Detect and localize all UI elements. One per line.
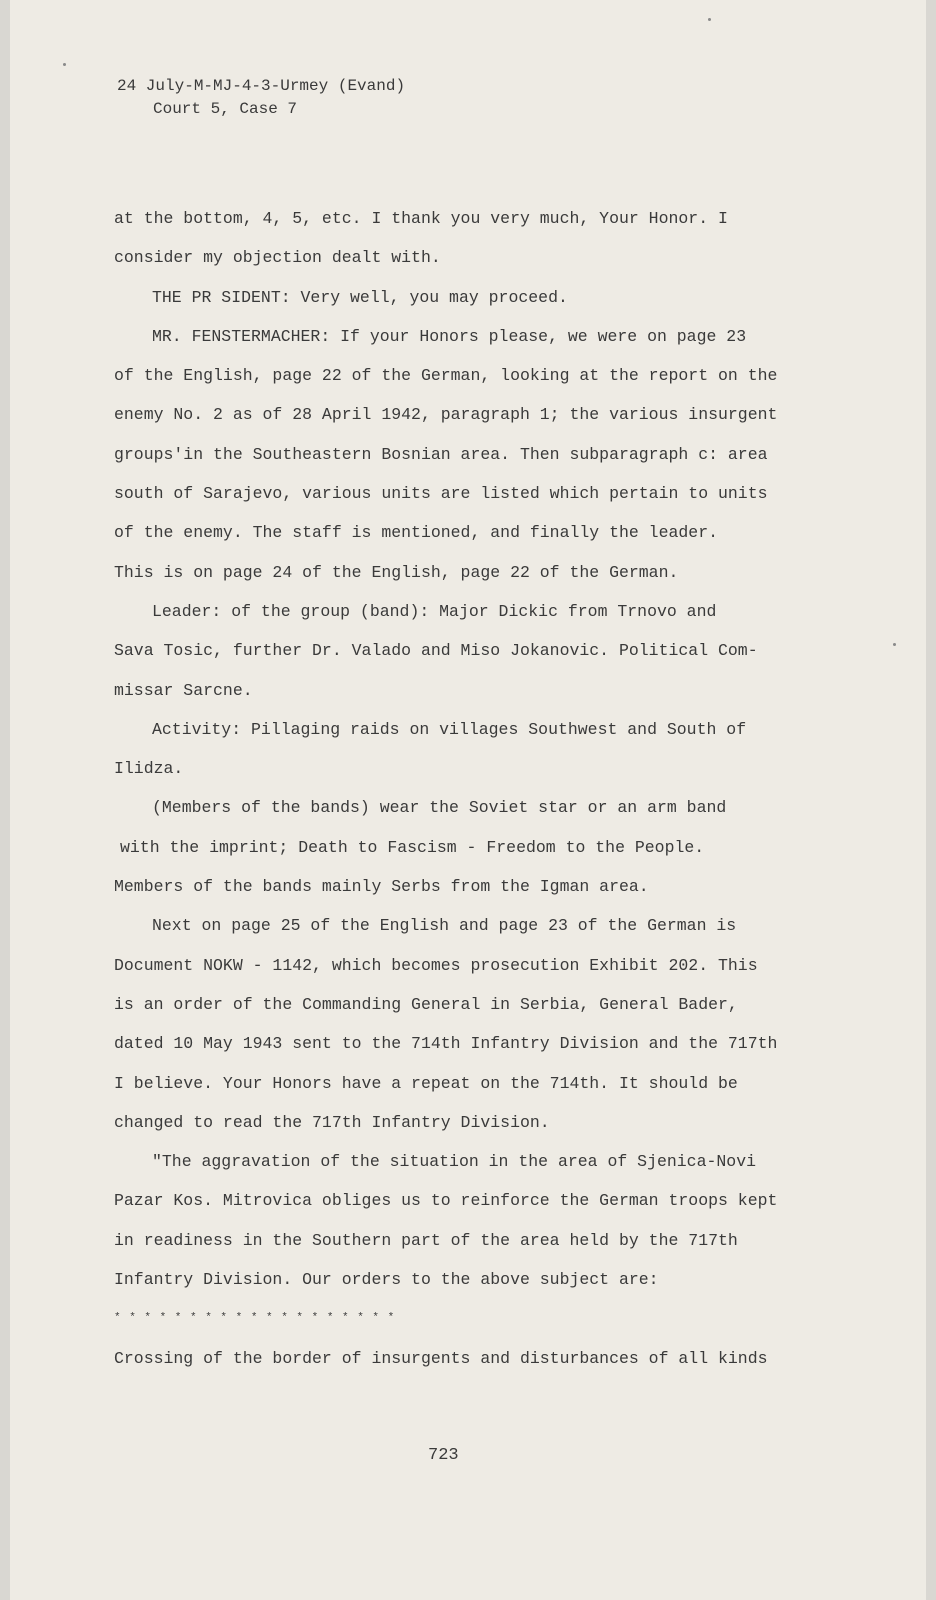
text-line: "The aggravation of the situation in the area of Sjenica-Novi: [152, 1152, 756, 1172]
text-line: MR. FENSTERMACHER: If your Honors please, we were on page 23: [152, 326, 747, 346]
text-line: of the English, page 22 of the German, looking at the report on the: [114, 366, 778, 386]
text-line: at the bottom, 4, 5, etc. I thank you very much, Your Honor. I: [114, 209, 728, 228]
text-line: Leader: of the group (band): Major Dickic from Trnovo and: [152, 601, 717, 621]
text-line: south of Sarajevo, various units are listed which pertain to units: [114, 484, 768, 504]
text-line: Ilidza.: [114, 759, 184, 779]
text-line: Pazar Kos. Mitrovica obliges us to reinforce the German troops kept: [114, 1191, 778, 1211]
paper-speck: [63, 63, 66, 66]
header-court-line: Court 5, Case 7: [153, 100, 298, 118]
text-line: enemy No. 2 as of 28 April 1942, paragraph 1; the various insurgent: [114, 405, 778, 425]
text-line: Sava Tosic, further Dr. Valado and Miso Jokanovic. Political Com-: [114, 641, 758, 661]
text-line: Next on page 25 of the English and page 23 of the German is: [152, 916, 737, 936]
text-line: Document NOKW - 1142, which becomes prosecution Exhibit 202. This: [114, 955, 758, 975]
text-line: I believe. Your Honors have a repeat on the 714th. It should be: [114, 1073, 738, 1093]
text-line: with the imprint; Death to Fascism - Freedom to the People.: [120, 837, 705, 857]
paper-speck: [893, 643, 896, 646]
paper-speck: [708, 18, 711, 21]
text-line: missar Sarcne.: [114, 680, 253, 700]
text-line: Members of the bands mainly Serbs from the Igman area.: [114, 877, 649, 897]
text-line: Infantry Division. Our orders to the above subject are:: [114, 1270, 659, 1290]
transcript-body: [114, 199, 804, 1378]
text-line: groups'in the Southeastern Bosnian area. Then subparagraph c: area: [114, 444, 768, 464]
text-line: changed to read the 717th Infantry Division.: [114, 1112, 550, 1132]
text-line: Activity: Pillaging raids on villages Southwest and South of: [152, 719, 747, 739]
text-line: THE PR SIDENT: Very well, you may proceed.: [152, 287, 568, 307]
text-line: of the enemy. The staff is mentioned, and finally the leader.: [114, 523, 718, 543]
text-line: in readiness in the Southern part of the area held by the 717th: [114, 1230, 738, 1250]
text-line: (Members of the bands) wear the Soviet star or an arm band: [152, 798, 727, 818]
page-number: 723: [428, 1446, 459, 1465]
transcript-header: [117, 75, 405, 121]
text-line: is an order of the Commanding General in Serbia, General Bader,: [114, 994, 738, 1014]
text-line: dated 10 May 1943 sent to the 714th Infantry Division and the 717th: [114, 1034, 778, 1054]
text-line: Crossing of the border of insurgents and disturbances of all kinds: [114, 1348, 768, 1368]
text-line: This is on page 24 of the English, page 22 of the German.: [114, 562, 679, 582]
header-session-line: 24 July-M-MJ-4-3-Urmey (Evand): [117, 77, 406, 95]
page-edge-right: [926, 0, 936, 1600]
ellipsis-separator: * * * * * * * * * * * * * * * * * * *: [114, 1312, 396, 1325]
text-line: consider my objection dealt with.: [114, 248, 441, 268]
page-edge-left: [0, 0, 10, 1600]
